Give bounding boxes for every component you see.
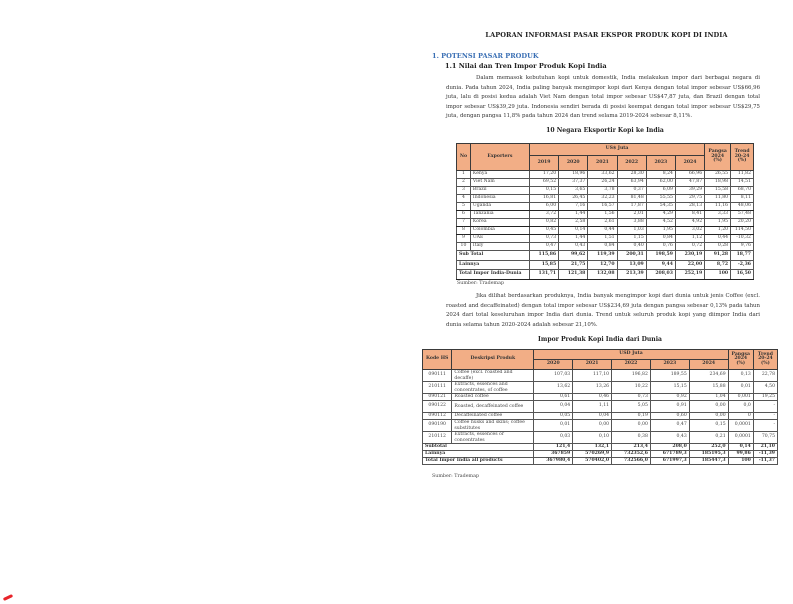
year-value: 0,15 [689,420,728,432]
year-value: 0,43 [559,243,588,251]
year-value: 2,58 [559,219,588,227]
year-value: 0,00 [689,401,728,413]
year-value: 671789,3 [650,451,689,458]
trend-value: 4,50 [753,382,777,394]
year-value: 3,65 [559,187,588,195]
year-value: 121,4 [534,444,573,451]
header-no: No [457,144,471,171]
year-value: 213,4 [612,444,651,451]
exporter-name: UAE [470,235,529,243]
table-row [423,420,778,432]
row-number: 4 [457,195,471,203]
year-value: 3,88 [617,219,646,227]
year-value: 0,01 [534,420,573,432]
row-number: 6 [457,211,471,219]
trend-value: 20,20 [731,219,754,227]
year-value: 13,62 [534,382,573,394]
table-row [457,219,754,227]
year-value: 81,48 [617,195,646,203]
hs-code: 090111 [423,370,452,382]
share-value: 0 [728,413,753,420]
year-value: 15,15 [650,382,689,394]
hs-code: 090121 [423,394,452,401]
year-value: 732566,0 [612,458,651,465]
year-value: 6,00 [529,203,558,211]
table-row [457,171,754,179]
year-value: 12,70 [588,260,617,270]
year-value: 0,04 [573,413,612,420]
year-value: 3,02 [675,227,704,235]
trend-value: 16,50 [731,270,754,280]
exporter-name: Italy [470,243,529,251]
year-value: 107,03 [534,370,573,382]
header-usd-group: USD Juta [534,350,728,360]
year-value: 4,29 [646,211,675,219]
header-year: 2024 [675,156,704,171]
share-value: 91,28 [705,251,731,261]
hs-code: 210111 [423,382,452,394]
trend-value: -10,32 [731,235,754,243]
year-value: 13,09 [617,260,646,270]
share-value: 0,28 [705,243,731,251]
header-year: 2021 [573,360,612,370]
header-description: Deskripsi Produk [452,350,534,370]
year-value: 230,19 [675,251,704,261]
year-value: 1,44 [559,235,588,243]
exporter-name: Korea [470,219,529,227]
hs-code: 090112 [423,413,452,420]
year-value: 28,13 [675,203,704,211]
table-row [457,211,754,219]
document-title: LAPORAN INFORMASI PASAR EKSPOR PRODUK KOPI DI INDIA [485,31,728,39]
table2-caption: Impor Produk Kopi India dari Dunia [538,336,662,343]
product-description: Decaffeinated coffee [452,413,534,420]
year-value: 0,43 [650,432,689,444]
year-value: 1,03 [617,227,646,235]
year-value: 13,26 [573,382,612,394]
year-value: 15,88 [689,382,728,394]
share-value: 0,44 [705,235,731,243]
header-exporters: Exporters [470,144,529,171]
year-value: 132,08 [588,270,617,280]
year-value: 1,95 [646,227,675,235]
table1-source: Sumber: Trademap [457,281,505,286]
exporter-name: Uganda [470,203,529,211]
share-value: 11,16 [705,203,731,211]
year-value: 10,22 [612,382,651,394]
year-value: 17,87 [617,203,646,211]
year-value: 0,15 [529,187,558,195]
year-value: 732352,6 [612,451,651,458]
year-value: 570269,9 [573,451,612,458]
year-value: 0,19 [612,413,651,420]
year-value: 367980,4 [534,458,573,465]
table-row [423,382,778,394]
header-trend: Trend 20-24 (%) [753,350,777,370]
year-value: 671997,3 [650,458,689,465]
row-number: 3 [457,187,471,195]
header-year: 2023 [646,156,675,171]
trend-value: 114,50 [731,227,754,235]
share-value: 26,55 [705,171,731,179]
table-row [457,235,754,243]
year-value: 8,24 [646,171,675,179]
paragraph-text: Dalam memasok kebutuhan kopi untuk domestik, India melakukan impor dari berbagai negara di dunia. Pada tahun 2024, India paling banyak mengimpor kopi dari Kenya dengan total impor sebesar US$66,96 juta, lalu di posisi kedua adalah Viet Nam dengan total impor sebesar US$47,87 juta, dan Brazil dengan total impor sebesar US$39,29 juta. Indonesia sendiri berada di posisi keempat dengan total impor sebesar US$29,75 juta, dengan pangsa 11,8% pada tahun 2024 dan trend selama 2019-2024 sebesar 8,11%. [446,75,760,120]
year-value: 1,04 [689,394,728,401]
total-label: Total Impor India all products [423,458,534,465]
product-description: Coffee (excl. roasted and decaffe) [452,370,534,382]
table-row [457,243,754,251]
row-number: 7 [457,219,471,227]
table-row [423,394,778,401]
product-description: Roasted coffee [452,394,534,401]
total-label: Lainnya [457,260,530,270]
header-trend: Trend 20-24 (%) [731,144,754,171]
header-year: 2019 [529,156,558,171]
total-row [423,451,778,458]
year-value: 1,56 [588,211,617,219]
share-value: 0,14 [728,444,753,451]
year-value: 0,37 [617,187,646,195]
hs-code: 090190 [423,420,452,432]
year-value: 1,44 [559,211,588,219]
share-value: 99,86 [728,451,753,458]
year-value: 0,76 [646,243,675,251]
year-value: 0,73 [529,235,558,243]
year-value: 21,75 [559,260,588,270]
share-value: 0,0 [728,401,753,413]
year-value: 132,1 [573,444,612,451]
trend-value: 14,51 [731,179,754,187]
year-value: 0,04 [534,401,573,413]
year-value: 0,84 [646,235,675,243]
year-value: 200,31 [617,251,646,261]
year-value: 15,85 [529,260,558,270]
year-value: 4,92 [675,219,704,227]
table-row [423,413,778,420]
year-value: 252,19 [675,270,704,280]
product-description: Roasted, decaffeinated coffee [452,401,534,413]
total-row [457,260,754,270]
year-value: 121,38 [559,270,588,280]
trend-value: 19,25 [753,394,777,401]
total-row [457,270,754,280]
trend-value: -11,39 [753,451,777,458]
header-year: 2021 [588,156,617,171]
year-value: 131,71 [529,270,558,280]
table-row [457,179,754,187]
header-usd-group: US$ Juta [529,144,704,156]
product-description: Extracts, essences and concentrates, of coffee [452,382,534,394]
year-value: 0,10 [573,432,612,444]
exporter-name: Colombia [470,227,529,235]
year-value: 29,75 [675,195,704,203]
year-value: 117,10 [573,370,612,382]
share-value: 3,33 [705,211,731,219]
year-value: 0,46 [573,394,612,401]
exporter-name: Brazil [470,187,529,195]
row-number: 9 [457,235,471,243]
header-year: 2022 [617,156,646,171]
total-label: Sub Total [457,251,530,261]
header-hs-code: Kode HS [423,350,452,370]
year-value: 63,94 [617,179,646,187]
trend-value: - [753,401,777,413]
year-value: 54,35 [646,203,675,211]
year-value: 208,0 [650,444,689,451]
year-value: 1,12 [675,235,704,243]
table-row [423,432,778,444]
share-value: 0,01 [728,382,753,394]
year-value: 185447,3 [689,458,728,465]
product-description: Coffee husks and skins; coffee substitutes [452,420,534,432]
year-value: 189,55 [650,370,689,382]
trend-value: 22,78 [753,370,777,382]
header-share: Pangsa 2024 (%) [705,144,731,171]
header-year: 2024 [689,360,728,370]
year-value: 0,45 [529,227,558,235]
paragraph-text: Jika dilihat berdasarkan produknya, India banyak mengimpor kopi dari dunia untuk jenis Coffee (excl. roasted and decaffeinated) dengan total impor sebesar US$234,69 juta dengan pangsa sebesar 0,13% pada tahun 2024 dari total keseluruhan impor India dari dunia. Trend untuk seluruh produk kopi yang diimpor India dari dunia selama tahun 2020-2024 adalah sebesar 21,10%. [446,293,760,328]
year-value: 0,14 [559,227,588,235]
share-value: 100 [705,270,731,280]
trend-value: -2,36 [731,260,754,270]
table-row [423,370,778,382]
trend-value: 57,48 [731,211,754,219]
year-value: 0,92 [650,394,689,401]
year-value: 367859 [534,451,573,458]
year-value: 16,57 [588,203,617,211]
share-value: 100 [728,458,753,465]
share-value: 11,80 [705,195,731,203]
year-value: 1,15 [617,235,646,243]
total-label: Subtotal [423,444,534,451]
year-value: 119,39 [588,251,617,261]
year-value: 18,96 [559,171,588,179]
year-value: 198,59 [646,251,675,261]
table2-source: Sumber: Trademap [432,474,480,479]
year-value: 0,00 [612,420,651,432]
total-row [423,458,778,465]
exporter-name: Indonesia [470,195,529,203]
row-number: 5 [457,203,471,211]
header-share: Pangsa 2024 (%) [728,350,753,370]
year-value: 32,23 [588,195,617,203]
products-table [422,349,778,465]
share-value: 0,0001 [728,420,753,432]
red-annotation-mark [3,594,13,601]
header-year: 2020 [534,360,573,370]
year-value: 17,20 [529,171,558,179]
table-row [457,195,754,203]
year-value: 115,86 [529,251,558,261]
trend-value: 48,06 [731,203,754,211]
product-description: Extracts, essences or concentrates [452,432,534,444]
year-value: 213,39 [617,270,646,280]
year-value: 3,78 [588,187,617,195]
year-value: 252,0 [689,444,728,451]
year-value: 0,03 [534,432,573,444]
subsection-heading: 1.1 Nilai dan Tren Impor Produk Kopi India [445,62,607,70]
year-value: 26,24 [588,179,617,187]
year-value: 2,61 [588,219,617,227]
year-value: 0,00 [689,413,728,420]
year-value: 0,82 [529,219,558,227]
total-row [457,251,754,261]
trend-value: 21,10 [753,444,777,451]
year-value: 33,62 [588,171,617,179]
year-value: 196,82 [612,370,651,382]
trend-value: 18,77 [731,251,754,261]
year-value: 9,44 [646,260,675,270]
year-value: 0,61 [534,394,573,401]
header-year: 2020 [559,156,588,171]
year-value: 0,84 [588,243,617,251]
year-value: 5,05 [612,401,651,413]
trend-value: 9,76 [731,243,754,251]
total-label: Total Impor India-Dunia [457,270,530,280]
year-value: 0,72 [675,243,704,251]
year-value: 7,16 [559,203,588,211]
year-value: 69,52 [529,179,558,187]
year-value: 1,11 [573,401,612,413]
trend-value: 11,82 [731,171,754,179]
share-value: 15,58 [705,187,731,195]
trend-value: 70,75 [753,432,777,444]
year-value: 0,44 [588,227,617,235]
row-number: 10 [457,243,471,251]
trend-value: -11,37 [753,458,777,465]
section-heading: 1. POTENSI PASAR PRODUK [432,52,539,60]
year-value: 62,00 [646,179,675,187]
share-value: 1,20 [705,227,731,235]
year-value: 570402,0 [573,458,612,465]
trend-value: - [753,420,777,432]
year-value: 3,72 [529,211,558,219]
year-value: 0,60 [650,413,689,420]
paragraph-product-import [446,292,760,330]
share-value: 0,13 [728,370,753,382]
year-value: 16,81 [529,195,558,203]
year-value: 208,03 [646,270,675,280]
paragraph-import-trend [446,74,760,122]
share-value: 1,95 [705,219,731,227]
year-value: 47,87 [675,179,704,187]
year-value: 0,38 [612,432,651,444]
hs-code: 210112 [423,432,452,444]
total-row [423,444,778,451]
exporter-name: Tanzania [470,211,529,219]
share-value: 0,0001 [728,432,753,444]
year-value: 0,47 [529,243,558,251]
year-value: 0,21 [689,432,728,444]
total-label: Lainnya [423,451,534,458]
share-value: 0,001 [728,394,753,401]
header-year: 2022 [612,360,651,370]
year-value: 0,47 [650,420,689,432]
year-value: 0,40 [617,243,646,251]
trend-value: - [753,413,777,420]
row-number: 2 [457,179,471,187]
exporter-name: Kenya [470,171,529,179]
year-value: 0,73 [612,394,651,401]
year-value: 26,45 [559,195,588,203]
year-value: 22,00 [675,260,704,270]
year-value: 1,51 [588,235,617,243]
row-number: 1 [457,171,471,179]
header-year: 2023 [650,360,689,370]
table1-caption: 10 Negara Eksportir Kopi ke India [546,127,664,134]
year-value: 39,29 [675,187,704,195]
year-value: 185195,3 [689,451,728,458]
year-value: 28,30 [617,171,646,179]
year-value: 2,01 [617,211,646,219]
table-row [457,227,754,235]
trend-value: 8,11 [731,195,754,203]
year-value: 234,69 [689,370,728,382]
row-number: 8 [457,227,471,235]
table-row [457,187,754,195]
year-value: 37,37 [559,179,588,187]
year-value: 4,52 [646,219,675,227]
table-row [423,401,778,413]
year-value: 6,09 [646,187,675,195]
year-value: 99,62 [559,251,588,261]
share-value: 8,72 [705,260,731,270]
year-value: 0,00 [573,420,612,432]
year-value: 66,96 [675,171,704,179]
year-value: 55,55 [646,195,675,203]
trend-value: 68,70 [731,187,754,195]
exporter-name: Viet Nam [470,179,529,187]
hs-code: 090122 [423,401,452,413]
year-value: 0,91 [650,401,689,413]
table-row [457,203,754,211]
share-value: 18,98 [705,179,731,187]
year-value: 8,41 [675,211,704,219]
exporters-table [456,143,754,280]
year-value: 0,05 [534,413,573,420]
